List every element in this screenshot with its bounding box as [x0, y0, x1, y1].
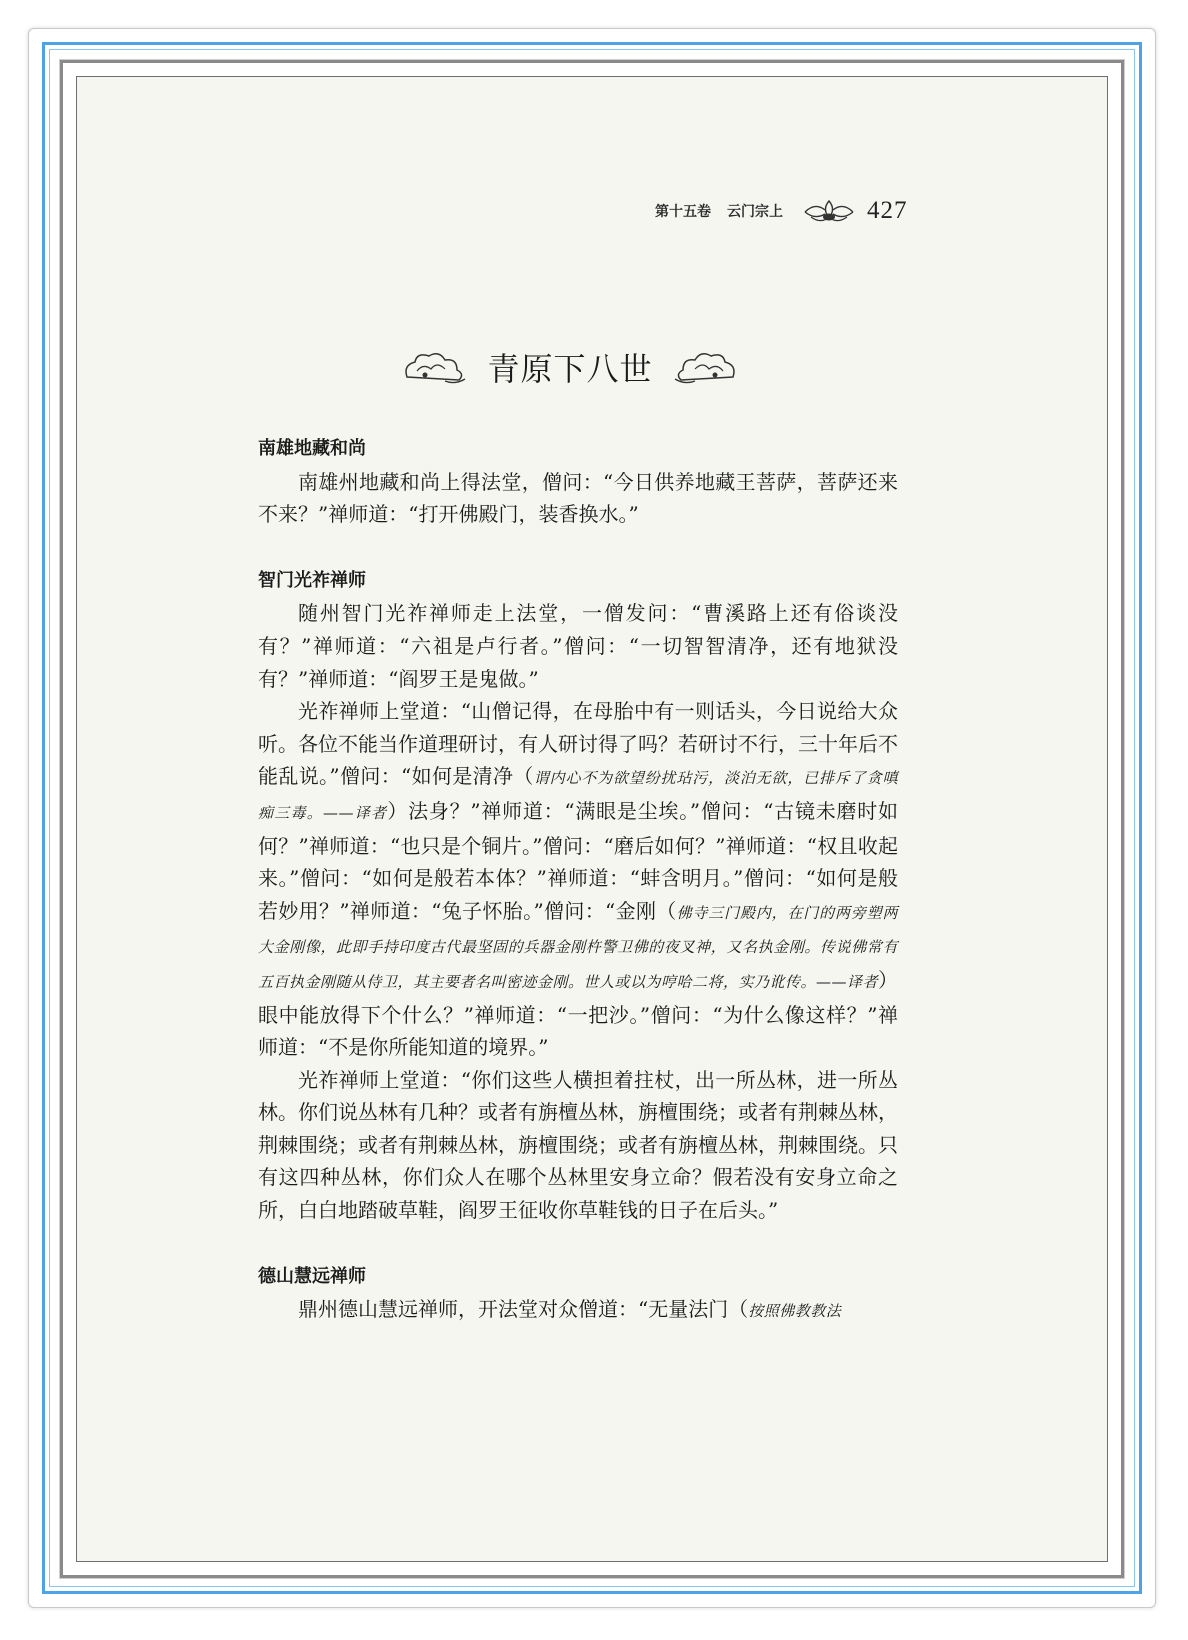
body-text: ）法身？”禅师道：“满眼是尘埃。”僧问：“古镜未磨时如何？”禅师道：“也只是个铜片。”僧问：“磨后如何？”禅师道：“权且收起来。”僧问：“如何是般若本体？”禅师道：“蚌含明月。”僧问：“如何是般若妙用？”禅师道：“兔子怀胎。”僧问：“金刚（ [258, 798, 898, 923]
body-text: 光祚禅师上堂道：“山僧记得，在母胎中有一则话头，今日说给大众听。各位不能当作道理研讨，有人研讨得了吗？若研讨不行，三十年后不能乱说。”僧问：“如何是清净（ [258, 699, 898, 789]
chapter-title: 青原下八世 [487, 350, 653, 388]
body-text: 随州智门光祚禅师走上法堂，一僧发问：“曹溪路上还有俗谈没有？”禅师道：“六祖是卢行者。”僧问：“一切智智清净，还有地狱没有？”禅师道：“阎罗王是鬼做。” [258, 601, 898, 691]
paragraph [258, 695, 898, 1064]
section-heading: 德山慧远禅师 [258, 1265, 366, 1287]
running-head-volume: 第十五卷 [655, 204, 711, 220]
paragraph [258, 1064, 898, 1227]
section-deshan-huiyuan [258, 1261, 898, 1328]
page-body [258, 433, 898, 1328]
page-number: 427 [867, 197, 908, 224]
paragraph [258, 1293, 898, 1328]
section-nanxiong-dizang [258, 433, 898, 531]
cloud-ornament-left-icon [401, 347, 469, 387]
body-text: 南雄州地藏和尚上得法堂，僧问：“今日供养地藏王菩萨，菩萨还来不来？”禅师道：“打开佛殿门，装香换水。” [258, 469, 898, 527]
translator-note: 谓内心不为欲望纷扰玷污，淡泊无欲，已排斥了贪嗔痴三毒。——译者 [258, 769, 898, 822]
cloud-ornament-right-icon [671, 347, 739, 387]
running-head-section: 云门宗上 [727, 204, 783, 220]
paragraph [258, 466, 898, 531]
section-gap [258, 531, 898, 565]
paragraph [258, 597, 898, 695]
running-head [655, 196, 945, 226]
section-zhimen-guangzuo [258, 565, 898, 1227]
body-text: ）眼中能放得下个什么？”禅师道：“一把沙。”僧问：“为什么像这样？”禅师道：“不是你所能知道的境界。” [258, 967, 899, 1060]
translator-note: 佛寺三门殿内，在门的两旁塑两大金刚像，此即手持印度古代最坚固的兵器金刚杵警卫佛的夜叉神，又名执金刚。传说佛常有五百执金刚随从侍卫，其主要者名叫密迹金刚。世人或以为哼哈二将，实乃讹传。——译者 [258, 903, 898, 991]
section-gap [258, 1227, 898, 1261]
lotus-ornament-icon [799, 196, 859, 226]
section-heading: 智门光祚禅师 [258, 569, 366, 591]
chapter-heading [400, 340, 740, 394]
body-text: 光祚禅师上堂道：“你们这些人横担着拄杖，出一所丛林，进一所丛林。你们说丛林有几种？或者有旃檀丛林，旃檀围绕；或者有荆棘丛林，荆棘围绕；或者有荆棘丛林，旃檀围绕；或者有旃檀丛林，荆棘围绕。只有这四种丛林，你们众人在哪个丛林里安身立命？假若没有安身立命之所，白白地踏破草鞋，阎罗王征收你草鞋钱的日子在后头。” [258, 1067, 898, 1223]
section-heading: 南雄地藏和尚 [258, 438, 366, 459]
translator-note: 按照佛教教法 [748, 1302, 842, 1321]
body-text: 鼎州德山慧远禅师，开法堂对众僧道：“无量法门（ [298, 1297, 749, 1322]
